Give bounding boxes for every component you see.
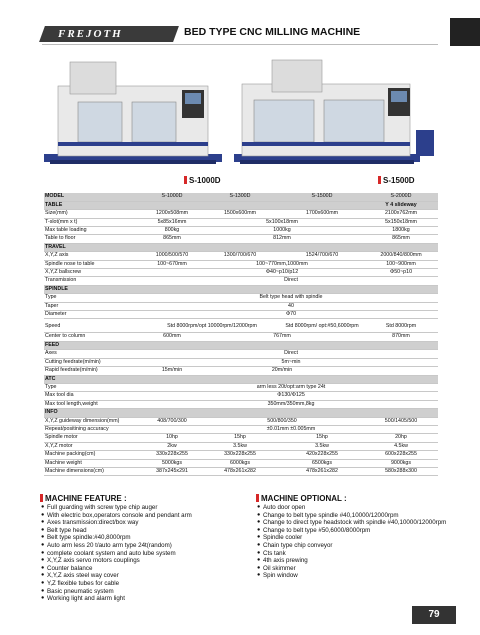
table-cell: 10hp (144, 434, 200, 442)
table-cell: Max tool length,weight (44, 400, 144, 408)
table-cell: 330x228x255 (144, 451, 200, 459)
table-cell: Max table loading (44, 227, 144, 235)
optional-list (256, 504, 456, 580)
list-item-text: Counter balance (47, 564, 93, 572)
caption-right (378, 176, 415, 185)
table-cell (280, 243, 364, 251)
list-item (40, 595, 250, 603)
heading-marker (40, 494, 43, 502)
table-cell: 100~770mm,1000mm (200, 260, 364, 268)
machine-feature-section (40, 494, 250, 603)
table-row (44, 451, 438, 459)
section-row (44, 409, 438, 417)
machine-photo-right (232, 56, 438, 172)
bullet-icon: ● (41, 526, 45, 533)
table-row (44, 350, 438, 358)
table-cell: Φ70 (144, 311, 438, 319)
list-item (256, 565, 456, 573)
section-row (44, 201, 438, 209)
table-cell (364, 341, 438, 349)
list-item (256, 542, 456, 550)
table-cell: 800kg (144, 227, 200, 235)
table-cell: 1200x508mm (144, 210, 200, 218)
bullet-icon: ● (41, 587, 45, 594)
list-item (40, 572, 250, 580)
table-cell: 20m/min (200, 367, 364, 375)
table-cell: Repeat/positining accuracy (44, 425, 144, 433)
table-cell: 6000kgs (200, 459, 280, 467)
table-row (44, 442, 438, 450)
table-row (44, 425, 438, 433)
table-cell: SPINDLE (44, 285, 144, 293)
table-row (44, 400, 438, 408)
bullet-icon: ● (41, 549, 45, 556)
corner-bar (450, 18, 480, 46)
section-row (44, 285, 438, 293)
section-row (44, 243, 438, 251)
caption-left (184, 176, 221, 185)
bullet-icon: ● (41, 534, 45, 541)
header-cell: MODEL (44, 193, 144, 201)
table-cell: Std 8000rpm/opt 10000rpm/12000rpm (144, 319, 280, 333)
table-cell: 5x100x18mm (200, 218, 364, 226)
table-cell: FEED (44, 341, 144, 349)
table-cell: 500/800/350 (200, 417, 364, 425)
table-cell: Cutting feedrate(m/min) (44, 358, 144, 366)
list-item-text: Spin window (263, 572, 298, 580)
table-cell: X,Y,Z motor (44, 442, 144, 450)
header-cell: S-1000D (144, 193, 200, 201)
list-item (256, 527, 456, 535)
table-cell: Std 8000rpm/ opt:#50,6000rpm (280, 319, 364, 333)
table-cell: Std 8000rpm (364, 319, 438, 333)
list-item (40, 550, 250, 558)
header-cell: S-1500D (280, 193, 364, 201)
table-cell: Type (44, 383, 144, 391)
table-cell: 5x85x16mm (144, 218, 200, 226)
table-cell (200, 375, 280, 383)
table-cell: Type (44, 294, 144, 302)
table-cell: 478x261x282 (280, 467, 364, 475)
table-cell: 1524/700/670 (280, 252, 364, 260)
feature-list (40, 504, 250, 603)
bullet-icon: ● (41, 564, 45, 571)
table-cell: 1000kg (200, 227, 364, 235)
table-cell: Belt type head with spindle (144, 294, 438, 302)
table-cell: Machine packing(cm) (44, 451, 144, 459)
caption-marker (184, 176, 187, 184)
table-cell: 40 (144, 302, 438, 310)
table-cell: 387x245x291 (144, 467, 200, 475)
table-cell: ATC (44, 375, 144, 383)
table-row (44, 383, 438, 391)
table-cell (280, 341, 364, 349)
table-cell: INFO (44, 409, 144, 417)
table-row (44, 417, 438, 425)
model-header-row (44, 193, 438, 201)
table-cell: 812mm (200, 235, 364, 243)
table-cell: 420x228x255 (280, 451, 364, 459)
spec-table (44, 193, 438, 476)
table-cell: Rapid feedrate(m/min) (44, 367, 144, 375)
page-header (0, 0, 480, 56)
table-cell (144, 201, 200, 209)
table-cell: Y 4 slideway (364, 201, 438, 209)
bullet-icon: ● (41, 579, 45, 586)
table-cell: 600x228x255 (364, 451, 438, 459)
table-cell: 1700x600mm (280, 210, 364, 218)
table-cell: 15m/min (144, 367, 200, 375)
bullet-icon: ● (257, 534, 261, 541)
header-rule (42, 44, 438, 45)
bullet-icon: ● (257, 526, 261, 533)
table-cell: 1300/700/670 (200, 252, 280, 260)
list-item-text: Axes transmission:direct/box way (47, 519, 139, 527)
bullet-icon: ● (257, 511, 261, 518)
list-item (40, 588, 250, 596)
list-item (40, 504, 250, 512)
table-cell: Φ130/Φ125 (144, 392, 438, 400)
table-row (44, 260, 438, 268)
table-cell: 580x288x300 (364, 467, 438, 475)
section-row (44, 341, 438, 349)
list-item (256, 504, 456, 512)
table-cell (280, 285, 364, 293)
list-item-text: Auto arm less 20 t/auto arm type 24t(random) (47, 541, 172, 549)
table-cell (200, 243, 280, 251)
table-row (44, 311, 438, 319)
table-cell (144, 269, 200, 277)
bullet-icon: ● (257, 549, 261, 556)
table-cell: 100~900mm (364, 260, 438, 268)
heading-marker (256, 494, 259, 502)
table-cell: 767mm (200, 333, 364, 341)
bullet-icon: ● (257, 572, 261, 579)
bullet-icon: ● (41, 519, 45, 526)
table-cell: 20hp (364, 434, 438, 442)
list-item-text: Oil skimmer (263, 564, 296, 572)
list-item-text: Change to belt type spindle #40,10000/12000rpm (263, 511, 399, 519)
list-item-text: complete coolant system and auto lube system (47, 549, 176, 557)
table-cell: 2kw (144, 442, 200, 450)
table-cell: Diameter (44, 311, 144, 319)
table-cell: TRAVEL (44, 243, 144, 251)
table-cell: 500/1405/500 (364, 417, 438, 425)
list-item (40, 519, 250, 527)
feature-heading-text: MACHINE FEATURE : (45, 494, 127, 503)
list-item-text: With electric box,operators console and pendant arm (47, 511, 192, 519)
list-item (256, 534, 456, 542)
table-cell: X,Y,Z axis (44, 252, 144, 260)
brand-logo: FREJOTH (58, 28, 123, 40)
table-cell: 1000/500/570 (144, 252, 200, 260)
table-row (44, 294, 438, 302)
list-item (40, 512, 250, 520)
list-item (40, 534, 250, 542)
table-cell: Φ50~p10 (364, 269, 438, 277)
table-cell: 330x228x255 (200, 451, 280, 459)
table-cell: T-slot(mm x t) (44, 218, 144, 226)
list-item (40, 565, 250, 573)
list-item (256, 550, 456, 558)
bullet-icon: ● (41, 572, 45, 579)
list-item (40, 542, 250, 550)
list-item-text: Belt type head (47, 526, 87, 534)
table-cell: Transmission (44, 277, 144, 285)
table-cell: Speed (44, 319, 144, 333)
optional-heading-text: MACHINE OPTIONAL : (261, 494, 347, 503)
table-cell: 1500x600mm (200, 210, 280, 218)
table-cell: 600mm (144, 333, 200, 341)
header-cell: S-2000D (364, 193, 438, 201)
table-cell: Direct (144, 350, 438, 358)
list-item-text: X,Y,Z axis steel way cover (47, 572, 119, 580)
list-item-text: Working light and alarm light (47, 595, 125, 603)
list-item-text: Change to belt type #50,6000/8000rpm (263, 526, 371, 534)
table-cell: Center to column (44, 333, 144, 341)
table-row (44, 392, 438, 400)
bullet-icon: ● (41, 511, 45, 518)
table-cell: 865mm (364, 235, 438, 243)
table-cell: arm less 20t/opt:arm type 24t (144, 383, 438, 391)
feature-heading (40, 494, 250, 503)
table-row (44, 459, 438, 467)
table-cell: X,Y,Z ballscrew (44, 269, 144, 277)
table-cell: Axes (44, 350, 144, 358)
table-cell: X,Y,Z guideway dimension(mm) (44, 417, 144, 425)
table-cell (144, 285, 200, 293)
table-cell: Spindle motor (44, 434, 144, 442)
table-cell: TABLE (44, 201, 144, 209)
table-cell (144, 341, 200, 349)
table-cell: 15hp (280, 434, 364, 442)
bullet-icon: ● (41, 595, 45, 602)
table-cell: 3.5kw (200, 442, 280, 450)
list-item (40, 580, 250, 588)
bullet-icon: ● (41, 504, 45, 510)
list-item (256, 512, 456, 520)
table-row (44, 277, 438, 285)
table-cell (364, 367, 438, 375)
list-item (40, 557, 250, 565)
page-number: 79 (428, 609, 440, 620)
table-cell (364, 409, 438, 417)
table-row (44, 358, 438, 366)
table-cell: Φ40~p10/p12 (200, 269, 364, 277)
list-item-text: Basic pneumatic system (47, 587, 114, 595)
table-cell: Max tool dia (44, 392, 144, 400)
table-row (44, 210, 438, 218)
table-cell: Taper (44, 302, 144, 310)
bullet-icon: ● (257, 541, 261, 548)
table-row (44, 319, 438, 333)
list-item-text: Full guarding with screw type chip auger (47, 504, 158, 511)
table-cell: Direct (144, 277, 438, 285)
list-item-text: Cts tank (263, 549, 286, 557)
table-cell (280, 409, 364, 417)
table-row (44, 302, 438, 310)
bullet-icon: ● (257, 504, 261, 510)
table-cell: 100~670mm (144, 260, 200, 268)
optional-heading (256, 494, 456, 503)
table-cell: 9000kgs (364, 459, 438, 467)
table-row (44, 367, 438, 375)
list-item (40, 527, 250, 535)
table-cell: 5x150x18mm (364, 218, 438, 226)
table-cell: 2100x762mm (364, 210, 438, 218)
list-item-text: Chain type chip conveyor (263, 541, 333, 549)
table-cell: 6500kgs (280, 459, 364, 467)
list-item (256, 557, 456, 565)
table-cell: 4.5kw (364, 442, 438, 450)
list-item-text: Y,Z flexible tubes for cable (47, 579, 120, 587)
bullet-icon: ● (41, 557, 45, 564)
table-cell: 350mm/350mm,8kg (144, 400, 438, 408)
table-cell (200, 341, 280, 349)
table-cell (144, 243, 200, 251)
table-cell (280, 375, 364, 383)
table-row (44, 252, 438, 260)
table-cell (144, 375, 200, 383)
bullet-icon: ● (257, 519, 261, 526)
table-cell: Machine weight (44, 459, 144, 467)
table-cell: 865mm (144, 235, 200, 243)
table-cell: 870mm (364, 333, 438, 341)
section-row (44, 375, 438, 383)
bullet-icon: ● (257, 564, 261, 571)
table-cell: 15hp (200, 434, 280, 442)
table-cell: Spindle nose to table (44, 260, 144, 268)
table-cell: Machine dimensions(cm) (44, 467, 144, 475)
bullet-icon: ● (41, 541, 45, 548)
table-cell: 1800kg (364, 227, 438, 235)
caption-right-text: S-1500D (383, 176, 415, 185)
table-cell: 478x261x282 (200, 467, 280, 475)
table-row (44, 227, 438, 235)
table-cell (200, 409, 280, 417)
header-cell: S-1300D (200, 193, 280, 201)
list-item (256, 572, 456, 580)
table-row (44, 269, 438, 277)
page-title: BED TYPE CNC MILLING MACHINE (184, 26, 361, 38)
machine-optional-section (256, 494, 456, 580)
list-item-text: 4th axis prewing (263, 557, 308, 565)
table-cell (144, 409, 200, 417)
list-item-text: Spindle cooler (263, 534, 303, 542)
table-cell: 3.5kw (280, 442, 364, 450)
list-item-text: Change to direct type headstock with spindle #40,10000/12000rpm (263, 519, 447, 527)
table-row (44, 333, 438, 341)
bullet-icon: ● (257, 557, 261, 564)
machine-photo-left (40, 56, 226, 172)
table-cell: 5000kgs (144, 459, 200, 467)
table-cell: ±0.01mm ±0.005mm (144, 425, 438, 433)
table-cell (364, 285, 438, 293)
table-cell (200, 201, 280, 209)
table-cell: Table to floor (44, 235, 144, 243)
table-cell (200, 285, 280, 293)
table-row (44, 434, 438, 442)
table-row (44, 235, 438, 243)
list-item (256, 519, 456, 527)
table-cell: 408/700/300 (144, 417, 200, 425)
table-cell (364, 375, 438, 383)
list-item-text: Belt type spindle:#40,8000rpm (47, 534, 131, 542)
table-cell (364, 243, 438, 251)
table-cell: Size(mm) (44, 210, 144, 218)
list-item-text: Auto door open (263, 504, 306, 511)
table-cell: 5m~min (144, 358, 438, 366)
list-item-text: X,Y,Z axis servo motors couplings (47, 557, 140, 565)
table-row (44, 467, 438, 475)
table-row (44, 218, 438, 226)
caption-left-text: S-1000D (189, 176, 221, 185)
caption-marker (378, 176, 381, 184)
table-cell: 2000/840/800mm (364, 252, 438, 260)
spec-table-body (44, 201, 438, 476)
table-cell (280, 201, 364, 209)
